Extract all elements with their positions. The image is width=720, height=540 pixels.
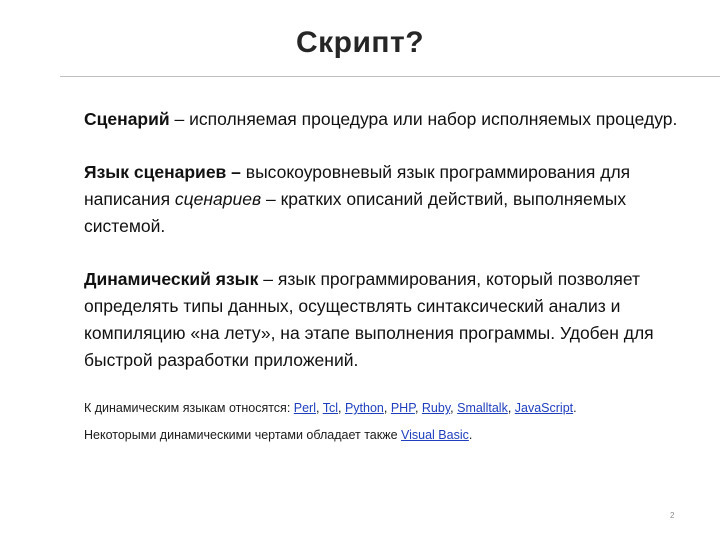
- definition-dynamic-language: – язык программирования, который позволяет определять типы данных, осуществлять синтаксический анализ и компиляцию «на лету», на этапе выполнения программы. Удобен для быстрой разработки приложений.: [84, 269, 654, 370]
- term-scripting-language: Язык сценариев –: [84, 162, 241, 182]
- list-end: .: [573, 401, 577, 415]
- term-dynamic-language: Динамический язык: [84, 269, 259, 289]
- list-separator: ,: [414, 401, 422, 415]
- list-separator: ,: [338, 401, 345, 415]
- visual-basic-line: [84, 427, 684, 443]
- term-scenario: Сценарий: [84, 109, 170, 129]
- list-separator: ,: [507, 401, 515, 415]
- dynamic-languages-list: [84, 400, 684, 416]
- link-smalltalk[interactable]: Smalltalk: [457, 401, 508, 415]
- list-separator: ,: [450, 401, 458, 415]
- list-separator: ,: [316, 401, 323, 415]
- visual-basic-end: .: [468, 428, 473, 442]
- list-separator: ,: [383, 401, 391, 415]
- italic-scenarios: сценариев: [174, 189, 262, 209]
- definition-scripting-language-a: высокоуровневый язык программирования для написания: [84, 162, 631, 209]
- slide-body: [84, 106, 684, 454]
- paragraph-scenario: [84, 106, 684, 133]
- page-title: Скрипт?: [295, 26, 425, 59]
- link-ruby[interactable]: Ruby: [421, 401, 451, 415]
- link-javascript[interactable]: JavaScript: [514, 401, 574, 415]
- link-visual-basic[interactable]: Visual Basic: [401, 428, 469, 442]
- title-divider: [60, 76, 720, 77]
- definition-scripting-language-b: – кратких описаний действий, выполняемых системой.: [84, 189, 627, 236]
- paragraph-dynamic-language: [84, 266, 684, 374]
- page-number: 2: [670, 511, 675, 520]
- visual-basic-prefix: Некоторыми динамическими чертами обладает также: [84, 428, 402, 442]
- link-php[interactable]: PHP: [390, 401, 415, 415]
- link-python[interactable]: Python: [344, 401, 384, 415]
- paragraph-scripting-language: [84, 159, 684, 240]
- definition-scenario: – исполняемая процедура или набор исполняемых процедур.: [169, 109, 678, 129]
- link-tcl[interactable]: Tcl: [322, 401, 339, 415]
- link-perl[interactable]: Perl: [293, 401, 316, 415]
- dynamic-languages-prefix: К динамическим языкам относятся:: [84, 401, 294, 415]
